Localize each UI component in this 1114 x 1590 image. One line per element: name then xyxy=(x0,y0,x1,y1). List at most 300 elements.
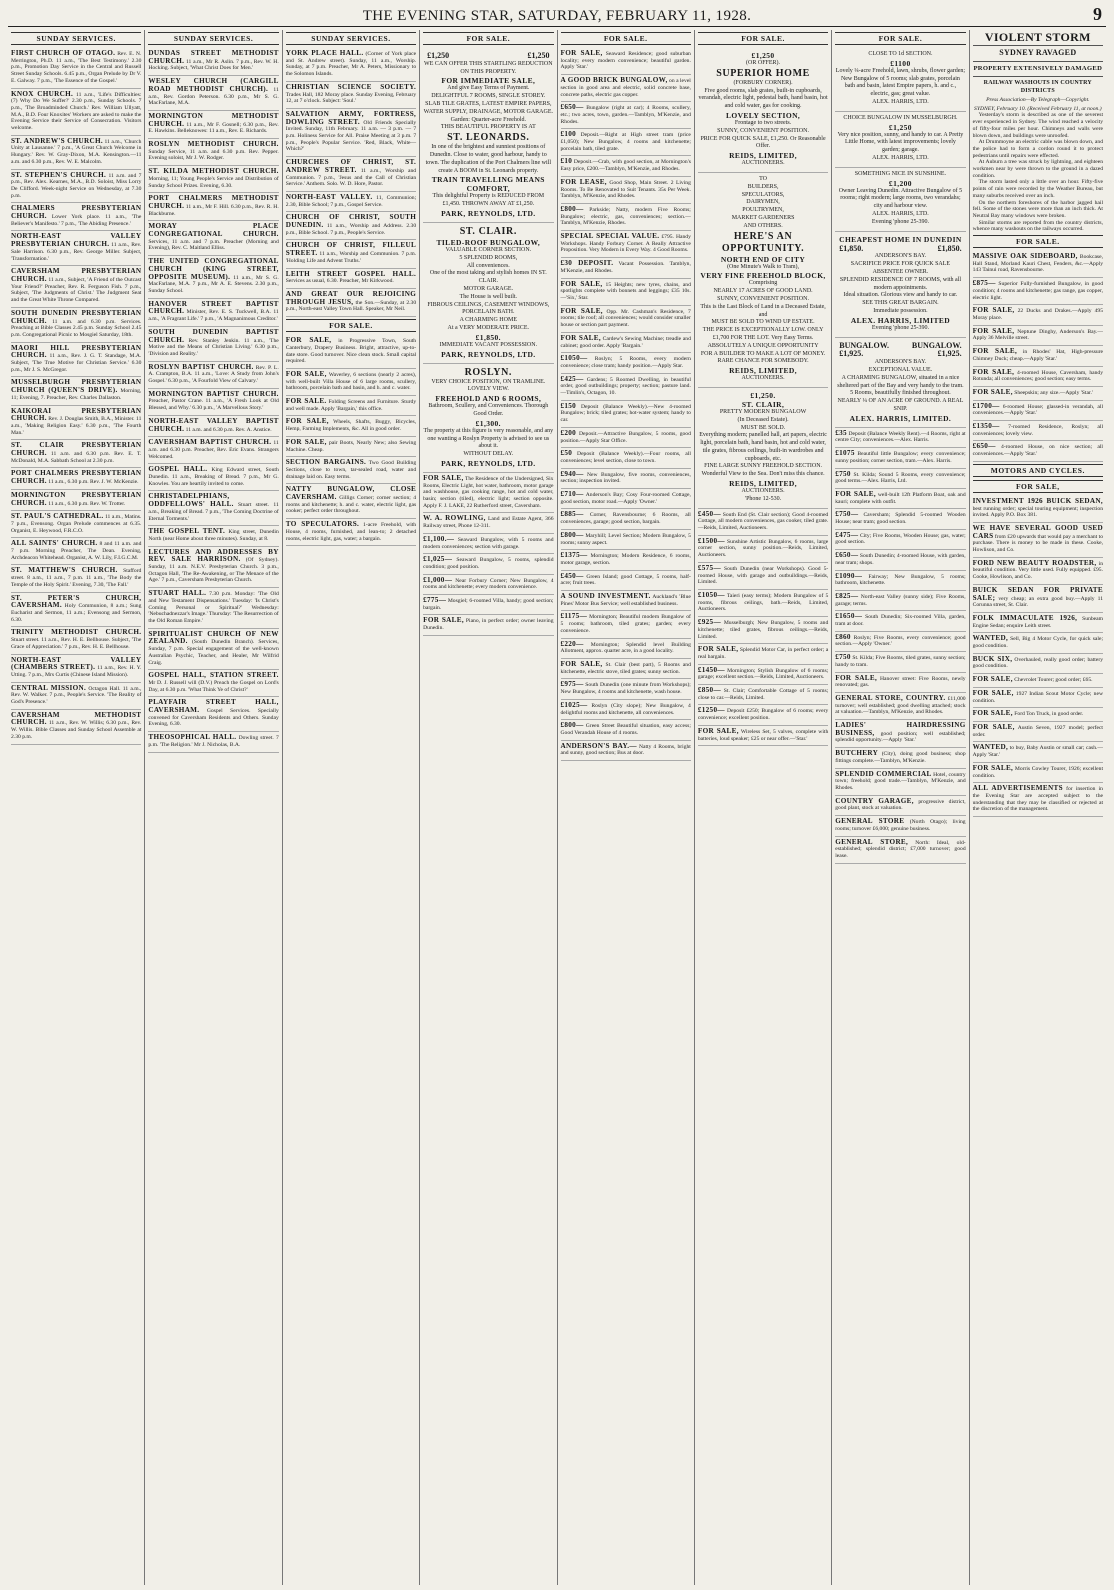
ad-feature: FIBROUS CEILINGS, CASEMENT WINDOWS, PORCELAIN BATH. xyxy=(427,301,550,316)
listing-item xyxy=(561,571,691,591)
listing-body: 11 a.m., 6.30 p.m. Rev. W. Trotter. xyxy=(48,500,126,507)
ad-agent: ALEX. HARRIS, LTD. xyxy=(872,154,929,161)
listing-body: Deposit.—Attractive Bungalow, 5 rooms, good position.—Apply Star Office. xyxy=(560,430,691,444)
listing-item xyxy=(973,558,1103,585)
ad-must: MUST BE SOLD TO WIND UP ESTATE. xyxy=(711,319,815,326)
ad-feature: Garden: Quarter-acre Freehold. xyxy=(450,116,526,123)
listing-lead: MORNINGTON BAPTIST CHURCH. xyxy=(148,389,279,398)
listing-body: Wireless Set, 5 valves, complete with batteries, loud speaker; £25 or near offer.—'Star.' xyxy=(697,728,829,742)
ad-location: THIS BEAUTIFUL PROPERTY IS AT xyxy=(440,124,536,131)
listing-lead: £1250— xyxy=(697,706,725,715)
listing-lead: £1050— xyxy=(560,354,588,363)
divider xyxy=(973,61,1103,62)
listing-item xyxy=(286,484,416,519)
listing-item xyxy=(698,563,828,590)
ad-frontage: Frontage to two streets. xyxy=(734,119,792,126)
listing-lead: £1350— xyxy=(972,422,1000,431)
listing-lead: CHRISTIAN SCIENCE SOCIETY. xyxy=(285,82,417,91)
listing-body: Neptune Dinghy, Anderson's Bay.—Apply 36 Melville street. xyxy=(972,328,1103,342)
listing-body: South Dunedin; Six-roomed Villa, garden, tram at door. xyxy=(835,614,966,628)
listing-item xyxy=(11,440,141,468)
news-paragraph: On the northern foreshores of the harbor jagged hail fell. Some of the stones were more than an inch thick. At Neutral Bay many windows were broken. xyxy=(972,199,1103,219)
listing-body: North-east Valley (sunny side); Five Rooms, garage; terms. xyxy=(835,593,966,607)
listing-body: Maryhill; Level Section; Modern Bungalow, 5 rooms; sunny aspect. xyxy=(560,532,691,546)
listing-lead: NORTH-EAST VALLEY (CHAMBERS STREET). xyxy=(11,655,142,672)
ad-sacrifice: SACRIFICE PRICE FOR QUICK SALE xyxy=(850,261,951,268)
ad-feature: SLAB TILE GRATES, LATEST EMPIRE PAPERS, WATER SUPPLY, DRAINAGE, MOTOR GARAGE. xyxy=(423,100,553,115)
listing-item xyxy=(835,796,965,816)
listing-lead: FOR SALE, xyxy=(560,49,603,57)
listing-item xyxy=(423,513,553,533)
listing-body: 11 a.m., Worship and Communion. 7 p.m. 'Holding Life and Advent Truths.' xyxy=(285,251,417,264)
listing-lead: £800— xyxy=(560,530,584,539)
listing-body: Sunday Service, 11 a.m. and 6.30 p.m. Rev. Pepper. Evening soloist, Mr J. W. Rodger. xyxy=(148,148,279,162)
listing-body: 11 a.m., Mr S. G. MacFarlane, M.A. 7 p.m., Mr A. E. Stevens. 2.30 p.m., Sunday School. xyxy=(148,274,279,294)
listing-body: Deposit.—Right at High street tram (price £1,050); New Bungalow, 4 rooms and kitchenette; porcelain bath, tiled grate. xyxy=(560,132,691,152)
listing-body: Two Good Building Sections, close to town, tar-sealed road, water and drainage laid on. Easy terms. xyxy=(285,460,417,480)
listing-lead: £800— xyxy=(560,721,584,730)
listing-lead: FOLK IMMACULATE 1926, xyxy=(972,613,1078,622)
ad-tail: This is the Last Block of Land in a Deceased Estate, and xyxy=(700,303,826,318)
listing-item xyxy=(561,156,691,176)
ad-subtitle: (In Deceased Estate). xyxy=(737,416,789,423)
listing-body: £795. Handy Workshops. Handy Forbury Corner. A Really Attractive Proposition. Very Modern in Every Way. 4 Good Rooms. xyxy=(560,234,691,254)
listing-lead: THEOSOPHICAL HALL. xyxy=(148,733,237,742)
listing-lead: WESLEY CHURCH (CARGILL ROAD METHODIST CHURCH). xyxy=(148,77,279,93)
listing-lead: £35 xyxy=(835,428,847,437)
listing-item xyxy=(973,421,1103,441)
ad-view: Wonderful View to the Sea. Don't miss this chance. xyxy=(701,471,825,478)
listing-item xyxy=(11,406,141,441)
listing-body: Good Shop, Main Street. 2 Living Rooms. To Be Renovated to Suit Tenants. 35s Per Week. Tamblyn, M'Kenzie, and Rhodes. xyxy=(560,179,691,200)
listing-lead: HANOVER STREET BAPTIST CHURCH. xyxy=(148,299,279,316)
listing-item xyxy=(698,665,828,685)
listing-lead: LECTURES AND ADDRESSES BY REV. SALE HARRISON. xyxy=(148,547,279,564)
listing-item xyxy=(423,554,553,574)
listing-lead: AND GREAT OUR REJOICING THROUGH JESUS, xyxy=(285,289,417,306)
ad-feature: LOVELY SECTION, xyxy=(725,110,801,120)
ad-extra: TRAIN TRAVELLING MEANS COMFORT, xyxy=(431,175,545,194)
headline-sub: SYDNEY RAVAGED xyxy=(999,48,1077,57)
listing-body: Mr D. J. Russell will (D.V.) Preach the Gospel on Lord's Day, at 6.30 p.m. 'What Think Ye of Christ?' xyxy=(148,679,279,693)
listing-lead: BUCK SIX, xyxy=(972,654,1013,663)
listing-body: Superior Fully-furnished Bungalow, in good condition; 4 rooms and kitchenette; gas range, gas copper, electric light. xyxy=(972,281,1103,301)
listing-lead: FORD NEW BEAUTY ROADSTER, xyxy=(972,558,1097,567)
listing-lead: SOUTH DUNEDIN BAPTIST CHURCH. xyxy=(148,327,279,344)
listing-lead: ANDERSON'S BAY.— xyxy=(560,741,637,750)
listing-lead: WE HAVE SEVERAL GOOD USED CARS xyxy=(972,523,1103,540)
listing-lead: SPECIAL SPECIAL VALUE. xyxy=(560,232,660,241)
listing-item xyxy=(973,633,1103,653)
ad-walk: (One Minute's Walk to Tram), xyxy=(727,263,800,270)
ad-price-left: £1,850. xyxy=(839,243,864,253)
listing-lead: FOR SALE, xyxy=(972,387,1013,396)
listing-item xyxy=(835,591,965,611)
ad-title-left: BUNGALOW. xyxy=(839,340,889,350)
ad-lead: £1,250 xyxy=(888,122,912,132)
listing-item xyxy=(148,547,278,589)
listing-body: in Rhodes' Hat, High-pressure Chimney Duck; cheap.—Apply 'Star.' xyxy=(972,349,1104,362)
listing-lead: NATTY BUNGALOW, CLOSE CAVERSHAM. xyxy=(285,485,417,502)
ad-title: SUPERIOR HOME xyxy=(716,67,810,79)
listing-body: Green Island; good Cottage, 5 rooms, half-acre; fruit trees. xyxy=(560,573,691,587)
listing-lead: CAVERSHAM PRESBYTERIAN CHURCH. xyxy=(11,267,142,283)
ad-feature: DELIGHTFUL 7 ROOMS, SINGLE STOREY. xyxy=(431,93,546,100)
listing-item xyxy=(148,389,278,416)
listing-lead: TO SPECULATORS. xyxy=(285,520,360,529)
listing-item xyxy=(973,783,1103,817)
listing-body: Parkside; Natty, modern Five Rooms; Bungalow; electric, gas, conveniences; section.—Tamblyn, M'Kenzie, Rhodes. xyxy=(560,206,691,227)
listing-body: Wheels, Shafts, Buggy, Bicycles, Hemp, Farming Implements, &c. All in good order. xyxy=(285,419,417,433)
listing-lead: CHRISTADELPHIANS, ODDFELLOWS' HALL. xyxy=(148,492,234,509)
listing-item xyxy=(561,679,691,699)
listing-body: City; Five Rooms, Wooden House; gas, water; good section. xyxy=(835,532,966,546)
listing-item xyxy=(148,732,278,752)
listing-item xyxy=(11,511,141,538)
listing-body: Morris Cowley Tourer, 1926; excellent condition. xyxy=(972,765,1103,779)
listing-lead: GENERAL STORE, COUNTRY. xyxy=(835,693,946,702)
listing-item xyxy=(148,299,278,327)
listing-body: Rev. E. N. Merrington, Ph.D. 11 a.m., 'The Best Testimony.' 2.30 p.m., Promotion Day Service in the Central and Russell Street Sunday Schools. 6.45 p.m., Organ Prelude by Dr V. E. Galway. 7 p.m., 'The Essence of the Gospel.' xyxy=(11,51,142,84)
listing-lead: SPIRITUALIST CHURCH OF NEW ZEALAND. xyxy=(148,629,279,646)
listing-body: 11 a.m., Mr R. Aslin. 7 p.m., Rev. W. H. Hocking. Subject, 'What Christ Does for Men.' xyxy=(148,58,279,72)
ad-line: VERY CHOICE POSITION, ON TRAMLINE. LOVELY VIEW. xyxy=(431,378,546,393)
listing-body: 11 a.m., Worship and Address. 2.30 p.m., Bible School. 7 p.m., People's Service. xyxy=(285,223,417,236)
ad-agent: REIDS, LIMITED, xyxy=(729,479,797,489)
listing-body: 11 a.m., 'Life's Difficulties: (7) Why Do We Suffer?' 2.30 p.m., Sunday Schools. 7 p.m., 'The Broadminded Church.' Rev. William Ullyatt, M.A., B.D. Four Knoxites' Workers are asked to make the Evening Service their Service of Consecration. Visitors welcome. xyxy=(11,91,142,132)
listing-item xyxy=(835,816,965,836)
listing-lead: £1700— xyxy=(972,401,1000,410)
listing-body: 4-roomed House, Caversham, handy Rotunda; all conveniences; good section; easy terms. xyxy=(972,369,1104,383)
listing-item xyxy=(11,136,141,170)
listing-lead: £875— xyxy=(972,279,996,288)
listing-body: Services, 11 a.m. and 7 p.m. Preacher (Morning and Evening), Rev. C. Maitland Elliss. xyxy=(148,238,279,252)
listing-item xyxy=(973,742,1103,762)
ad-place: ROSLYN. xyxy=(464,366,513,378)
listing-body: St. Kilda; Five Rooms, tiled grates, sunny section; handy to tram. xyxy=(835,655,966,668)
listing-item xyxy=(973,496,1103,523)
listing-lead: £1075 xyxy=(835,449,855,458)
listing-item xyxy=(286,396,416,416)
listing-body: Deposit (Balance Weekly).—New 4-roomed Bungalow; brick; tiled grates; hot-water system; handy to car. xyxy=(560,403,691,424)
listing-body: (South Dunedin Branch). Services, Sunday, 7 p.m. Special engagement of the well-known Australian Psychic, Teacher, and Healer, Mr Wilfrid Craig. xyxy=(148,639,279,666)
ad-list-item: BUILDERS, xyxy=(747,183,779,190)
listing-body: Gilligs Corner; corner section; 4 rooms and kitchenette; h. and c. water, electric light, gas cooker; perfect order throughout. xyxy=(285,495,417,515)
ad-price-right: £1,250 xyxy=(527,51,550,60)
listing-lead: FOR SALE, xyxy=(560,279,603,288)
listing-lead: £1375— xyxy=(560,551,588,560)
ad-absentee: ABSENTEE OWNER. xyxy=(872,268,929,275)
listing-lead: SOUTH DUNEDIN PRESBYTERIAN CHURCH. xyxy=(11,308,142,325)
listing-lead: GOSPEL HALL. xyxy=(148,465,208,474)
listing-body: Waverley, 6 sections (nearly 2 acres), with well-built Villa House of 6 large rooms, scullery, bathroom, porcelain bath and basin, and h. and c. water. xyxy=(285,371,417,392)
listing-item xyxy=(835,720,965,748)
listing-lead: ST. PAUL'S CATHEDRAL. xyxy=(11,512,104,521)
listing-item xyxy=(973,763,1103,783)
column-4-for-sale xyxy=(420,30,557,1585)
ad-title-right: BUNGALOW. xyxy=(911,340,962,350)
ad-splendid: SPLENDID RESIDENCE OF 7 ROOMS, with all modern appointments. xyxy=(839,276,962,291)
ad-title: CLOSE TO 1d SECTION. xyxy=(868,51,933,57)
listing-item xyxy=(561,279,691,306)
listing-item xyxy=(561,204,691,231)
listing-lead: FOR SALE, xyxy=(697,645,739,654)
listing-body: 4-roomed House, on nice section; all conveniences.—Apply 'Star.' xyxy=(972,444,1103,458)
ad-price: £1,250. xyxy=(750,390,776,400)
masthead-title: THE EVENING STAR, SATURDAY, FEBRUARY 11, 1928. xyxy=(362,8,752,24)
ad-ideal: Ideal situation. Glorious view and handy to car. xyxy=(843,292,958,299)
column-7-for-sale xyxy=(832,30,969,1585)
listing-item xyxy=(148,526,278,546)
listing-item xyxy=(973,722,1103,742)
listing-lead: £220— xyxy=(560,639,584,648)
listing-lead: £450— xyxy=(697,509,721,518)
listing-body: in beautiful condition. Very little used. Fully equipped. £95. Cooke, Howlison, and Co. xyxy=(972,560,1103,581)
listing-body: Lower York place. 11 a.m., 'The Believer's Manifesto.' 7 p.m., 'The Abiding Presence.' xyxy=(11,214,142,227)
listing-item xyxy=(286,240,416,268)
listing-body: King Edward street, South Dunedin. 11 a.m., Breaking of Bread. 7 p.m., Mr G. Knowles. You are heartily invited to come. xyxy=(148,467,279,487)
listing-item xyxy=(835,673,965,693)
ad-title: PRETTY MODERN BUNGALOW xyxy=(719,408,807,415)
listing-item xyxy=(698,685,828,705)
listing-body: Deposit (Balance Weekly).—Four rooms, all conveniences; level section, close to town. xyxy=(560,451,691,464)
listing-item xyxy=(286,519,416,546)
ad-place: ST. LEONARDS. xyxy=(447,132,530,144)
listing-item xyxy=(973,674,1103,688)
listing-item xyxy=(973,346,1103,366)
listing-item xyxy=(835,632,965,652)
ad-must: MUST BE SOLD. xyxy=(740,424,786,431)
listing-lead: FOR SALE, xyxy=(560,660,603,668)
headline-deck: PROPERTY EXTENSIVELY DAMAGED xyxy=(973,65,1103,72)
listing-lead: LADIES' HAIRDRESSING BUSINESS, xyxy=(835,721,966,737)
listing-lead: STUART HALL. xyxy=(148,589,207,598)
listing-lead: £940— xyxy=(560,469,584,478)
ad-lead: £1,200 xyxy=(888,178,912,188)
listing-lead: £885— xyxy=(560,510,584,519)
listing-body: New Bungalow, five rooms, conveniences, section; inspection invited. xyxy=(560,471,691,485)
listing-lead: ST. MATTHEW'S CHURCH. xyxy=(11,566,118,575)
listing-item xyxy=(423,534,553,554)
listing-body: Near Forbury Corner; New Bungalow, 4 rooms and kitchenette; every modern convenience. xyxy=(423,577,554,591)
listing-body: St. Clair; Comfortable Cottage of 5 rooms; close to car.—Reids, Limited. xyxy=(697,688,829,701)
listing-item xyxy=(835,611,965,631)
listing-body: Minister, Rev. E. S. Tuckwell, B.A. 11 a.m., 'A Fragrant Life.' 7 p.m., 'A Magnanimous Creditor.' xyxy=(148,309,279,323)
listing-body: Mosgiel; 6-roomed Villa, handy; good section; bargain. xyxy=(423,598,554,611)
listing-body: 11 a.m., Mr F. Hill. 6.30 p.m., Rev. R. H. Blackburne. xyxy=(148,203,279,217)
listing-body: 11 a.m., Matins. 7 p.m., Evensong. Organ Prelude commences at 6.35. Organist, E. Heywood, F.R.C.O. xyxy=(11,514,142,534)
listing-item xyxy=(973,523,1103,558)
listing-body: South Dunedin; 4-roomed House, with garden, near tram; shops. xyxy=(835,553,966,566)
listing-body: 11 a.m., Rev. Sale Harrison. 6.30 p.m., Rev. George Miller. Subject, 'Transformation.' xyxy=(11,242,142,262)
listing-lead: FOR SALE, xyxy=(285,437,327,446)
listing-item xyxy=(561,374,691,401)
ad-list-item: AND OTHERS. xyxy=(743,222,783,229)
ad-price-left: £1,925. xyxy=(839,349,864,359)
listing-item xyxy=(561,741,691,761)
listing-lead: ROSLYN METHODIST CHURCH. xyxy=(148,140,279,149)
listing-lead: KAIKORAI PRESBYTERIAN CHURCH. xyxy=(11,406,142,423)
listing-lead: £475— xyxy=(835,530,859,539)
listing-body: 11, Communion; 2.30, Bible School; 7 p.m., Gospel Service. xyxy=(285,194,417,208)
ad-feature: At a VERY MODERATE PRICE. xyxy=(447,324,530,331)
display-ad-sunshine xyxy=(835,168,965,232)
listing-lead: ALL ADVERTISEMENTS xyxy=(972,784,1063,793)
listing-lead: £200 xyxy=(560,428,577,437)
listing-lead: FOR SALE, xyxy=(972,723,1015,731)
ad-acres: NEARLY 17 ACRES OF GOOD LAND. xyxy=(713,288,813,295)
ad-place: ANDERSON'S BAY. xyxy=(874,253,927,260)
listing-body: Gardens; 5 Roomed Dwelling, in beautiful order, good outbuildings; property; section; pasture land.—Timlin's, Octagon, 10. xyxy=(560,376,691,397)
listing-item xyxy=(698,726,828,746)
listing-lead: £650— xyxy=(972,442,996,451)
listing-lead: ST. STEPHEN'S CHURCH. xyxy=(11,170,107,179)
ad-to: TO xyxy=(759,175,767,182)
listing-item xyxy=(286,416,416,436)
ad-place: NORTH END OF CITY xyxy=(720,254,806,264)
listing-item xyxy=(286,457,416,484)
ad-price: £1,250 xyxy=(751,51,775,60)
listing-item xyxy=(835,652,965,672)
listing-lead: £825— xyxy=(835,591,859,600)
listing-body: Mornington; Stylish Bungalow of 6 rooms; garage; excellent section.—Reids, Limited, Auctioneers. xyxy=(697,667,829,681)
listing-lead: CAVERSHAM METHODIST CHURCH. xyxy=(11,710,142,727)
column-heading: FOR SALE. xyxy=(698,32,828,45)
ad-price-right: £1,850. xyxy=(937,243,962,253)
listing-body: Land and Estate Agent, 366 Railway street, Phone 12-311. xyxy=(423,516,554,530)
listing-body: 7-roomed Residence, Roslyn; all conveniences; lovely view. xyxy=(972,424,1104,437)
listing-lead: £860 xyxy=(835,632,851,641)
listing-body: Chevrolet Tourer; good order; £65. xyxy=(1014,677,1093,684)
listing-body: Sunshine Artistic Bungalow, 6 rooms, large corner section, sunny position.—Reids, Limited, Auctioneers. xyxy=(697,538,829,559)
ad-chance: RARE CHANCE FOR SOMEBODY. xyxy=(717,358,809,365)
listing-lead: £1,100.— xyxy=(423,534,455,543)
listing-body: in Progressive Town, South Canterbury, Drapery Business. Bright, attractive, up-to-date store. Good turnover. Nice clean stock. Small capital required. xyxy=(285,338,417,365)
listing-body: Beautiful little Bungalow; every convenience; sunny position; corner section, tram.—Alex. Harris. xyxy=(835,451,966,464)
listing-body: Octagon Hall. 11 a.m., Rev. W. Walker. 7 p.m., People's Service. 'The Reality of God's Presence.' xyxy=(11,685,142,706)
listing-body: 11 a.m., Rev. Gordon Peterson. 6.30 p.m., Mr S. G. MacFarlane, M.A. xyxy=(148,86,279,107)
ad-title: CHOICE BUNGALOW IN MUSSELBURGH. xyxy=(843,114,958,121)
display-ad-superior-home xyxy=(698,48,828,173)
listing-list xyxy=(423,473,553,636)
listing-item xyxy=(11,203,141,231)
ad-feature: A CHARMING HOME xyxy=(459,317,517,324)
ad-bargain: SEE THIS GREAT BARGAIN. xyxy=(862,300,939,307)
ad-agent: REIDS, LIMITED, xyxy=(729,366,797,376)
listing-body: South End (St. Clair section); Good 4-roomed Cottage, all modern conveniences, gas cooker, tiled grate.—Reids, Limited, Auctioneers. xyxy=(697,511,829,532)
listing-item xyxy=(698,644,828,664)
listing-body: Splendid Motor Car, in perfect order; a real bargain. xyxy=(697,647,829,660)
listing-body: Rev. P. L. A. Crampton, B.A. 11 a.m., 'Love: A Study from John's Gospel.' 6.30 p.m., 'A Fourfold View of Calvary.' xyxy=(148,364,279,385)
listing-item xyxy=(561,700,691,720)
listing-item xyxy=(561,489,691,509)
listing-item xyxy=(561,75,691,102)
listing-body: The Residence of the Undersigned, Six Rooms, Electric Light, hot water, bathroom, motor garage and washhouse, gas cooking range, hot and cold water, basin; section (tiled), electric light; section opposite. Apply F. J. LAKE, 22 Rutherford street, Caversham. xyxy=(423,475,554,509)
listing-body: Seaward Bungalow, 5 rooms, splendid condition; good position. xyxy=(423,557,554,570)
ad-price-left: £1,250 xyxy=(427,51,450,60)
listing-body: Dowling street. 7 p.m. 'The Religion.' Mr J. Nicholas, B.A. xyxy=(148,735,279,748)
listing-body: the Son.—Sunday, at 2.30 p.m., North-east Valley Town Hall. Speaker, Mr Neil. xyxy=(285,299,417,313)
ad-line: And give Easy Terms of Payment. xyxy=(447,85,530,92)
display-ad-musselburgh xyxy=(835,112,965,168)
listing-item xyxy=(561,258,691,278)
listing-item xyxy=(11,627,141,654)
ad-agent: REIDS, LIMITED, xyxy=(729,151,797,161)
listing-list xyxy=(973,496,1103,817)
ad-unique: ABSOLUTELY A UNIQUE OPPORTUNITY xyxy=(707,342,819,349)
listing-body: £11,000 turnover; well established; good dwelling attached; stock at valuation.—Tamblyn, M'Kenzie, and Rhodes. xyxy=(835,695,966,716)
listing-body: Cardew's Sewing Machine; treadle and cabinet; good order. Apply 'Bargain.' xyxy=(560,335,691,349)
column-heading: SUNDAY SERVICES. xyxy=(286,32,416,45)
listing-body: Stafford street. 8 a.m., 11 a.m., 7 p.m. 11 a.m., 'The Body the Temple of the Holy Spirit.' Evening, 7.30, 'The Fall.' xyxy=(11,568,142,588)
ad-phone: Evening 'phone 25-390. xyxy=(871,324,930,331)
ad-acre: NEARLY ¼ OF AN ACRE OF GROUND. A REAL SNIP. xyxy=(837,398,964,412)
ad-agent: PARK, REYNOLDS, LTD. xyxy=(441,208,536,218)
ad-phone: Evening 'phone 25-390. xyxy=(871,218,930,225)
listing-lead: FOR SALE. xyxy=(285,397,327,406)
news-dateline: SYDNEY, February 10. (Received February 11, at noon.) xyxy=(974,105,1102,112)
listing-lead: £750— xyxy=(835,510,859,519)
ad-price-right: £1,925. xyxy=(937,349,962,359)
ad-list-item: MARKET GARDENERS xyxy=(731,214,795,221)
listing-body: pair Boots, Nearly New; also Sewing Machine. Cheap. xyxy=(285,439,417,453)
ad-line: FREEHOLD AND 6 ROOMS, xyxy=(435,394,542,404)
ad-body: Very nice position, sunny, and handy to car. A Pretty Little Home, with latest improvements; lovely garden; garage. xyxy=(837,131,964,154)
listing-item xyxy=(286,437,416,457)
listing-body: Bookcase, Hall Stand, Morland Kauri Chest, Fenders, &c.—Apply 143 Tainui road, Ravensbourne. xyxy=(972,254,1103,274)
listing-lead: CHURCH OF CHRIST, FILLEUL STREET. xyxy=(285,241,417,258)
listing-body: 6-roomed House; glassed-in verandah, all conveniences.—Apply 'Star.' xyxy=(972,403,1104,417)
listing-lead: £650— xyxy=(560,103,584,112)
listing-item xyxy=(835,530,965,550)
headline-main: VIOLENT STORM xyxy=(973,30,1103,46)
column-heading: FOR SALE. xyxy=(561,32,691,45)
listing-item xyxy=(11,655,141,683)
listing-body: 15 Heights; new tyres, chains, and spotlights complete with bonnets and leggings; £35 10s.—'Six,' Star. xyxy=(560,281,691,301)
listing-item xyxy=(698,705,828,725)
listing-body: 1927 Indian Scout Motor Cycle; new condition. xyxy=(972,690,1103,704)
listing-list xyxy=(286,335,416,546)
listing-lead: NORTH-EAST VALLEY BAPTIST CHURCH. xyxy=(148,416,279,433)
listing-body: progressive district, good plant, stock at valuation. xyxy=(835,798,966,812)
ad-line: Five good rooms, slab grates, built-in cupboards, verandah, electric light, pedestal bath, hand basin, hot and cold water, gas for cooking. xyxy=(698,87,828,110)
ad-line: All conveniences. xyxy=(466,262,510,269)
listing-list xyxy=(286,48,416,317)
listing-lead: £1500— xyxy=(697,536,725,545)
news-headline-block xyxy=(973,30,1103,95)
listing-lead: FIRST CHURCH OF OTAGO. xyxy=(11,49,116,57)
ad-list-item: DAIRYMEN, xyxy=(746,199,780,206)
listing-lead: FOR SALE, xyxy=(423,616,464,625)
listing-item xyxy=(286,48,416,82)
listing-item xyxy=(561,448,691,468)
listing-item xyxy=(423,473,553,514)
ad-feature: The House is well built. xyxy=(459,293,518,300)
listing-item xyxy=(286,82,416,109)
ad-section: FINE LARGE SUNNY FREEHOLD SECTION. xyxy=(704,463,823,470)
ad-line: VALUABLE CORNER SECTION. xyxy=(445,246,532,253)
ad-line: TILED-ROOF BUNGALOW, xyxy=(436,237,541,247)
ad-price: £1,850. xyxy=(475,332,501,342)
column-1-sunday-services xyxy=(8,30,145,1585)
listing-item xyxy=(561,129,691,156)
listing-item xyxy=(148,256,278,299)
listing-lead: FOR SALE, xyxy=(423,473,464,482)
display-ad-st-clair-bungalow xyxy=(698,388,828,509)
listing-item xyxy=(561,48,691,75)
listing-item xyxy=(561,550,691,570)
listing-lead: PORT CHALMERS PRESBYTERIAN CHURCH. xyxy=(11,469,142,486)
